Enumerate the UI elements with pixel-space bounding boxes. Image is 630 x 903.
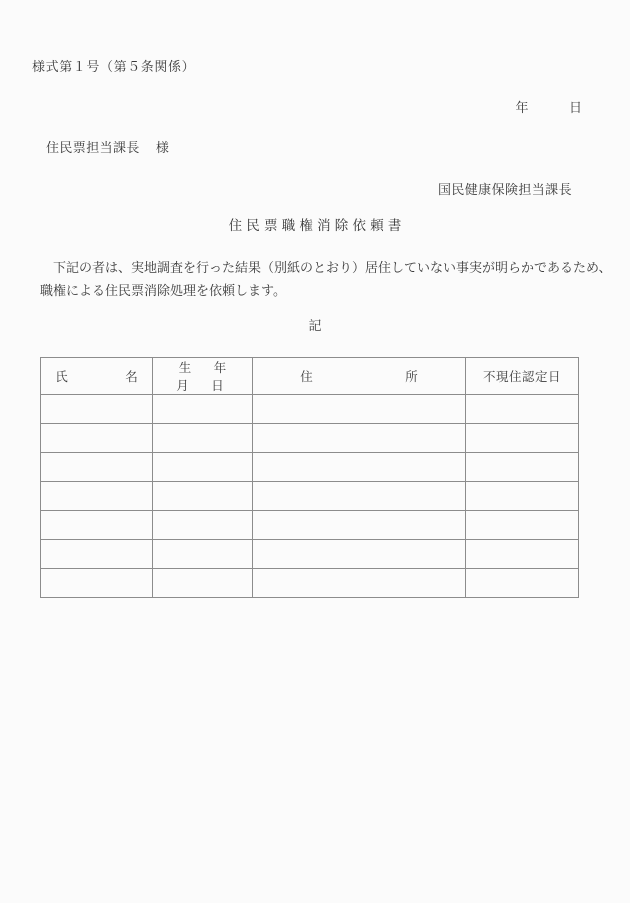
table-cell[interactable] bbox=[466, 453, 579, 482]
table-cell[interactable] bbox=[153, 540, 253, 569]
table-cell[interactable] bbox=[41, 511, 153, 540]
table-cell[interactable] bbox=[253, 540, 466, 569]
table-cell[interactable] bbox=[253, 395, 466, 424]
table-cell[interactable] bbox=[153, 453, 253, 482]
entries-table-wrapper bbox=[40, 357, 578, 598]
table-cell[interactable] bbox=[41, 453, 153, 482]
table-cell[interactable] bbox=[466, 395, 579, 424]
date-line bbox=[515, 97, 582, 116]
table-cell[interactable] bbox=[466, 424, 579, 453]
table-cell[interactable] bbox=[253, 453, 466, 482]
table-header-row bbox=[41, 358, 579, 395]
table-cell[interactable] bbox=[153, 482, 253, 511]
column-header-dob: 生 年 月 日 bbox=[153, 358, 253, 395]
body-line-2: 職権による住民票消除処理を依頼します。 bbox=[40, 283, 286, 298]
column-header-name: 氏 名 bbox=[41, 358, 153, 395]
table-body bbox=[41, 395, 579, 598]
table-row bbox=[41, 511, 579, 540]
table-cell[interactable] bbox=[253, 482, 466, 511]
table-row bbox=[41, 395, 579, 424]
table-row bbox=[41, 569, 579, 598]
addressee bbox=[46, 137, 169, 156]
column-header-address: 住 所 bbox=[253, 358, 466, 395]
table-cell[interactable] bbox=[153, 569, 253, 598]
table-cell[interactable] bbox=[466, 540, 579, 569]
table-cell[interactable] bbox=[253, 511, 466, 540]
table-cell[interactable] bbox=[153, 395, 253, 424]
table-cell[interactable] bbox=[466, 569, 579, 598]
table-cell[interactable] bbox=[41, 482, 153, 511]
table-row bbox=[41, 540, 579, 569]
table-cell[interactable] bbox=[41, 424, 153, 453]
form-number: 様式第１号（第５条関係） bbox=[32, 59, 196, 74]
body-paragraph bbox=[40, 256, 612, 302]
table-row bbox=[41, 424, 579, 453]
table-cell[interactable] bbox=[153, 511, 253, 540]
addressee-honorific: 様 bbox=[155, 140, 170, 155]
ki-marker: 記 bbox=[308, 318, 322, 333]
date-year-unit: 年 bbox=[515, 100, 529, 115]
table-cell[interactable] bbox=[41, 540, 153, 569]
table-cell[interactable] bbox=[153, 424, 253, 453]
table-row bbox=[41, 482, 579, 511]
table-cell[interactable] bbox=[253, 569, 466, 598]
sender-title: 国民健康保険担当課長 bbox=[437, 182, 572, 197]
table-cell[interactable] bbox=[41, 569, 153, 598]
table-cell[interactable] bbox=[466, 482, 579, 511]
addressee-name: 住民票担当課長 bbox=[46, 140, 140, 155]
table-cell[interactable] bbox=[466, 511, 579, 540]
table-cell[interactable] bbox=[41, 395, 153, 424]
date-day-unit: 日 bbox=[568, 100, 582, 115]
page-title: 住民票職権消除依頼書 bbox=[228, 218, 406, 233]
entries-table bbox=[40, 357, 579, 598]
table-cell[interactable] bbox=[253, 424, 466, 453]
table-row bbox=[41, 453, 579, 482]
column-header-date: 不現住認定日 bbox=[466, 358, 579, 395]
body-line-1: 下記の者は、実地調査を行った結果（別紙のとおり）居住していない事実が明らかであるため、 bbox=[53, 260, 612, 275]
